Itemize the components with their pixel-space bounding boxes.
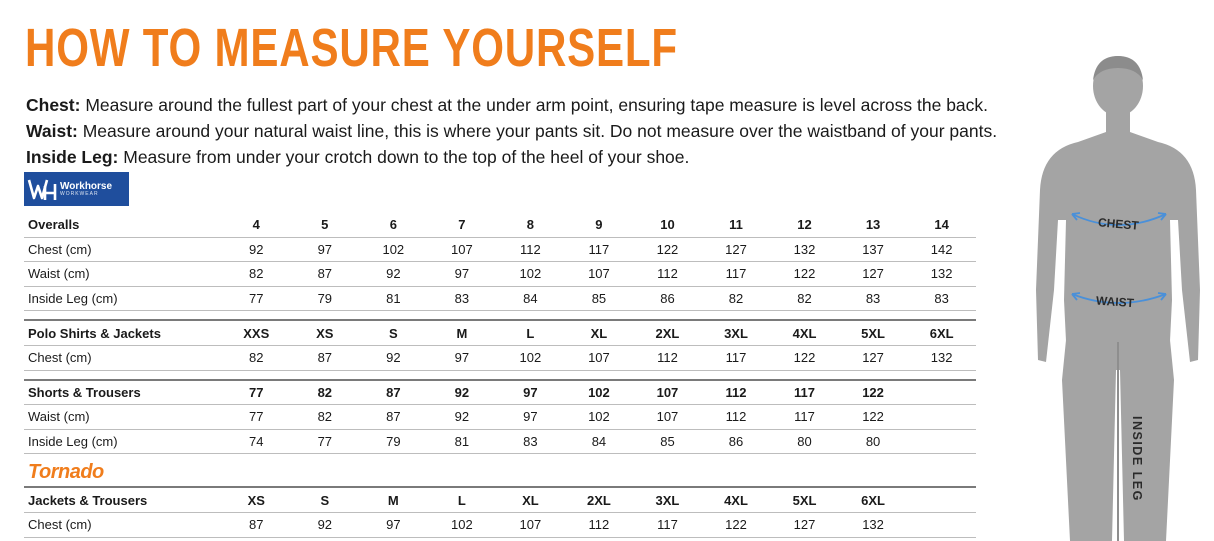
size-cell: 137 xyxy=(839,237,908,262)
size-cell: 127 xyxy=(702,237,771,262)
table-row xyxy=(24,405,976,430)
size-cell: 127 xyxy=(839,262,908,287)
size-cell: 117 xyxy=(770,405,839,430)
row-label: Overalls xyxy=(24,213,222,237)
size-cell: 127 xyxy=(770,512,839,537)
size-cell: 4XL xyxy=(702,487,771,512)
size-cell: 9 xyxy=(565,213,634,237)
section-divider xyxy=(24,311,976,321)
polo-section xyxy=(24,320,976,370)
chest-figure-label: CHEST xyxy=(1097,215,1140,233)
size-cell: 102 xyxy=(565,380,634,405)
size-cell: 102 xyxy=(496,262,565,287)
row-label: Jackets & Trousers xyxy=(24,487,222,512)
size-cell: 77 xyxy=(222,286,291,311)
instruction-term: Waist: xyxy=(26,121,78,141)
size-cell: 83 xyxy=(428,286,497,311)
overalls-section xyxy=(24,213,976,311)
size-cell: 85 xyxy=(633,429,702,454)
instruction-text: Measure around your natural waist line, this is where your pants sit. Do not measure over the waistband of your pants. xyxy=(77,121,998,141)
section-header-row xyxy=(24,320,976,345)
size-cell: 92 xyxy=(222,237,291,262)
size-cell: 122 xyxy=(633,237,702,262)
size-cell: 112 xyxy=(565,512,634,537)
size-cell: 117 xyxy=(770,380,839,405)
size-cell: 112 xyxy=(633,262,702,287)
size-cell: 11 xyxy=(702,213,771,237)
inside-leg-instruction xyxy=(26,144,1066,170)
size-cell: 5XL xyxy=(839,320,908,345)
size-cell: 127 xyxy=(839,345,908,370)
size-cell: 102 xyxy=(359,237,428,262)
size-cell: 132 xyxy=(770,237,839,262)
size-cell: 87 xyxy=(291,345,360,370)
size-cell: 77 xyxy=(222,380,291,405)
size-cell: 97 xyxy=(496,380,565,405)
size-cell: 83 xyxy=(496,429,565,454)
size-cell xyxy=(907,487,976,512)
row-label: Inside Leg (cm) xyxy=(24,429,222,454)
size-cell: 122 xyxy=(770,262,839,287)
size-cell: 97 xyxy=(428,345,497,370)
table-row xyxy=(24,345,976,370)
size-cell: 74 xyxy=(222,429,291,454)
instruction-text: Measure from under your crotch down to the top of the heel of your shoe. xyxy=(118,147,690,167)
size-cell: 80 xyxy=(839,429,908,454)
size-cell: 4XL xyxy=(770,320,839,345)
size-cell: 79 xyxy=(291,286,360,311)
instruction-term: Inside Leg: xyxy=(26,147,119,167)
size-cell: 87 xyxy=(291,262,360,287)
size-cell: 132 xyxy=(907,262,976,287)
size-cell: 85 xyxy=(565,286,634,311)
inside-leg-figure-label: INSIDE LEG xyxy=(1130,416,1144,502)
size-cell: 97 xyxy=(496,405,565,430)
size-cell: 112 xyxy=(496,237,565,262)
size-cell: 92 xyxy=(359,345,428,370)
size-cell: XS xyxy=(291,320,360,345)
size-cell: 12 xyxy=(770,213,839,237)
size-cell: 107 xyxy=(633,380,702,405)
size-cell: 112 xyxy=(633,345,702,370)
size-cell xyxy=(907,512,976,537)
size-cell: 5XL xyxy=(770,487,839,512)
row-label: Waist (cm) xyxy=(24,405,222,430)
size-cell: 87 xyxy=(222,512,291,537)
size-cell: 122 xyxy=(770,345,839,370)
size-cell: M xyxy=(428,320,497,345)
workhorse-sub: WORKWEAR xyxy=(60,190,99,197)
size-cell: S xyxy=(359,320,428,345)
table-row xyxy=(24,237,976,262)
size-cell: 81 xyxy=(359,286,428,311)
table-row xyxy=(24,429,976,454)
size-cell: 102 xyxy=(428,512,497,537)
row-label: Inside Leg (cm) xyxy=(24,286,222,311)
waist-instruction xyxy=(26,118,1066,144)
row-label: Chest (cm) xyxy=(24,237,222,262)
size-cell: 102 xyxy=(496,345,565,370)
size-cell: 83 xyxy=(907,286,976,311)
size-cell: 112 xyxy=(702,380,771,405)
row-label: Polo Shirts & Jackets xyxy=(24,320,222,345)
size-cell: 84 xyxy=(565,429,634,454)
size-cell: L xyxy=(428,487,497,512)
size-cell: 77 xyxy=(222,405,291,430)
section-divider xyxy=(24,370,976,380)
size-cell: 117 xyxy=(702,262,771,287)
size-cell: 107 xyxy=(496,512,565,537)
table-row xyxy=(24,512,976,537)
size-cell: 92 xyxy=(428,405,497,430)
table-row xyxy=(24,262,976,287)
size-chart-table xyxy=(24,213,976,538)
size-cell: 7 xyxy=(428,213,497,237)
size-cell: 81 xyxy=(428,429,497,454)
shorts-section xyxy=(24,380,976,454)
size-cell xyxy=(907,429,976,454)
tornado-brand-section xyxy=(24,454,976,488)
size-cell: 132 xyxy=(839,512,908,537)
body-silhouette-icon xyxy=(1030,50,1214,541)
workhorse-name: Workhorse xyxy=(60,180,113,192)
size-cell: 4 xyxy=(222,213,291,237)
size-cell: 92 xyxy=(291,512,360,537)
size-cell: 102 xyxy=(565,405,634,430)
size-cell: 86 xyxy=(633,286,702,311)
measurement-instructions xyxy=(26,92,1066,170)
size-cell: 79 xyxy=(359,429,428,454)
size-cell: 6XL xyxy=(839,487,908,512)
tornado-logo: Tornado xyxy=(28,461,104,484)
size-cell: 117 xyxy=(633,512,702,537)
size-cell: 117 xyxy=(565,237,634,262)
size-cell: 3XL xyxy=(633,487,702,512)
row-label: Chest (cm) xyxy=(24,512,222,537)
size-cell: L xyxy=(496,320,565,345)
row-label: Chest (cm) xyxy=(24,345,222,370)
body-figure xyxy=(1030,50,1214,541)
size-cell: 107 xyxy=(428,237,497,262)
page-title: HOW TO MEASURE YOURSELF xyxy=(25,18,678,78)
size-cell: 82 xyxy=(291,405,360,430)
instruction-term: Chest: xyxy=(26,95,81,115)
size-cell: 97 xyxy=(428,262,497,287)
size-cell: 10 xyxy=(633,213,702,237)
size-cell: 86 xyxy=(702,429,771,454)
size-cell: 142 xyxy=(907,237,976,262)
size-cell xyxy=(907,405,976,430)
tornado-jackets-section xyxy=(24,487,976,537)
instruction-text: Measure around the fullest part of your chest at the under arm point, ensuring tape measure is level across the back. xyxy=(80,95,989,115)
workhorse-logo xyxy=(24,172,129,206)
size-cell: 83 xyxy=(839,286,908,311)
size-cell: 87 xyxy=(359,405,428,430)
size-cell: XXS xyxy=(222,320,291,345)
size-cell: 107 xyxy=(565,345,634,370)
size-cell: XL xyxy=(565,320,634,345)
waist-figure-label: WAIST xyxy=(1095,293,1135,311)
size-cell: 117 xyxy=(702,345,771,370)
size-cell: 92 xyxy=(428,380,497,405)
size-cell: 107 xyxy=(633,405,702,430)
size-cell: 80 xyxy=(770,429,839,454)
size-cell: 2XL xyxy=(565,487,634,512)
size-cell: 97 xyxy=(291,237,360,262)
section-header-row xyxy=(24,213,976,237)
size-cell: 107 xyxy=(565,262,634,287)
size-cell: 82 xyxy=(702,286,771,311)
size-cell: 8 xyxy=(496,213,565,237)
size-cell: 13 xyxy=(839,213,908,237)
size-cell: 132 xyxy=(907,345,976,370)
size-cell: 122 xyxy=(839,380,908,405)
workhorse-mark-icon xyxy=(24,172,60,206)
size-cell: M xyxy=(359,487,428,512)
size-cell xyxy=(907,380,976,405)
size-cell: 5 xyxy=(291,213,360,237)
section-header-row xyxy=(24,380,976,405)
size-cell: 82 xyxy=(291,380,360,405)
size-cell: 122 xyxy=(702,512,771,537)
size-cell: 112 xyxy=(702,405,771,430)
size-cell: 84 xyxy=(496,286,565,311)
size-cell: 82 xyxy=(222,262,291,287)
workhorse-brand-text xyxy=(60,182,112,197)
size-cell: 97 xyxy=(359,512,428,537)
size-cell: 6XL xyxy=(907,320,976,345)
table-row xyxy=(24,286,976,311)
size-cell: 92 xyxy=(359,262,428,287)
size-cell: 14 xyxy=(907,213,976,237)
size-cell: 82 xyxy=(222,345,291,370)
chest-instruction xyxy=(26,92,1066,118)
size-cell: XL xyxy=(496,487,565,512)
size-cell: 82 xyxy=(770,286,839,311)
size-cell: 87 xyxy=(359,380,428,405)
section-header-row xyxy=(24,487,976,512)
size-cell: 6 xyxy=(359,213,428,237)
size-cell: 77 xyxy=(291,429,360,454)
size-cell: 122 xyxy=(839,405,908,430)
size-cell: 2XL xyxy=(633,320,702,345)
size-cell: S xyxy=(291,487,360,512)
size-cell: 3XL xyxy=(702,320,771,345)
size-cell: XS xyxy=(222,487,291,512)
row-label: Shorts & Trousers xyxy=(24,380,222,405)
row-label: Waist (cm) xyxy=(24,262,222,287)
